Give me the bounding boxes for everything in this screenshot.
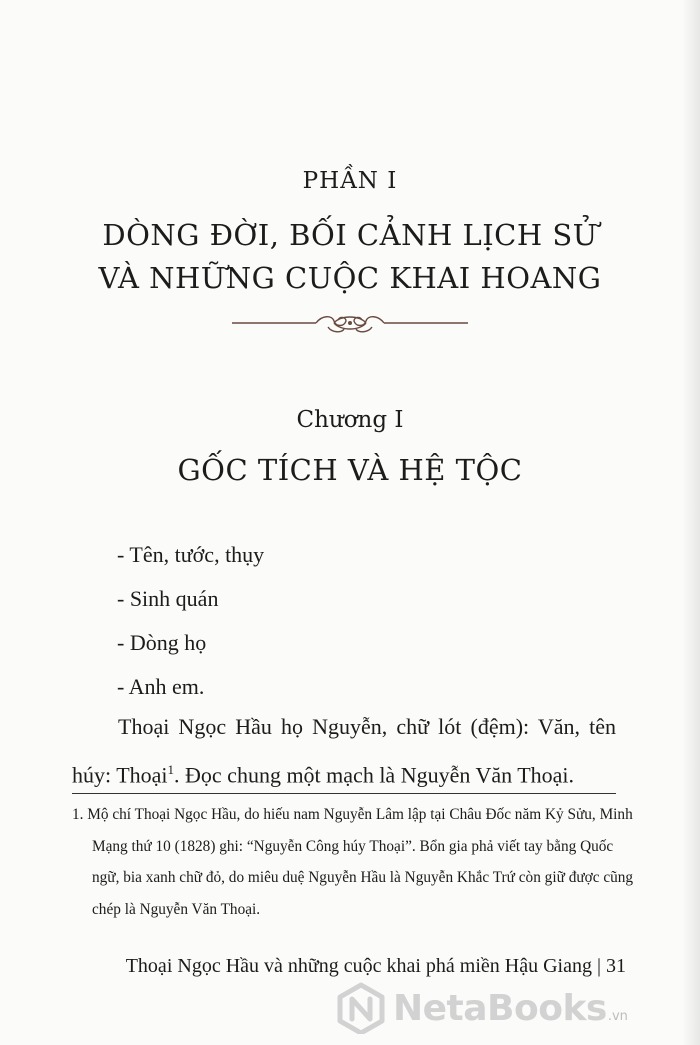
part-label: PHẦN I [302, 168, 398, 194]
footnote-divider [72, 793, 616, 794]
topic-item: - Sinh quán [117, 586, 219, 611]
topic-item: - Dòng họ [117, 630, 207, 655]
body-text-part-1: Thoại Ngọc Hầu họ Nguyễn, chữ lót (đệm): Văn, tên húy: Thoại [72, 714, 616, 788]
chapter-title: GỐC TÍCH VÀ HỆ TỘC [177, 453, 523, 487]
topic-list [117, 540, 264, 716]
watermark [335, 980, 685, 1036]
netabooks-logo-icon [335, 982, 387, 1034]
watermark-text: NetaBooks [393, 987, 607, 1029]
topic-item: - Anh em. [117, 674, 205, 699]
part-title [0, 214, 700, 300]
body-paragraph [72, 705, 616, 796]
part-title-line-2: VÀ NHỮNG CUỘC KHAI HOANG [98, 261, 602, 295]
watermark-suffix: .vn [607, 1009, 628, 1024]
footnote-marker: 1 [167, 762, 175, 777]
flourish-ornament-icon [230, 309, 470, 337]
topic-item: - Tên, tước, thụy [117, 542, 265, 567]
page-number: 31 [606, 955, 626, 977]
footer-separator: | [596, 955, 606, 977]
body-text-part-2: . Đọc chung một mạch là Nguyễn Văn Thoại. [174, 762, 575, 788]
running-footer [0, 955, 626, 978]
footnote: 1. Mộ chí Thoại Ngọc Hầu, do hiếu nam Nguyễn Lâm lập tại Châu Đốc năm Kỷ Sửu, Minh Mạng thứ 10 (1828) ghi: “Nguyễn Công húy Thoại”. Bổn gia phả viết tay bằng Quốc ngữ, bia xanh chữ đỏ, do miêu duệ Nguyễn Hầu là Nguyễn Khắc Trứ còn giữ được cũng chép là Nguyễn Văn Thoại. [72, 806, 634, 918]
chapter-label: Chương I [296, 407, 404, 433]
page-edge-shadow [682, 0, 700, 1045]
running-title: Thoại Ngọc Hầu và những cuộc khai phá miền Hậu Giang [125, 955, 592, 977]
part-title-line-1: DÒNG ĐỜI, BỐI CẢNH LỊCH SỬ [102, 218, 598, 252]
